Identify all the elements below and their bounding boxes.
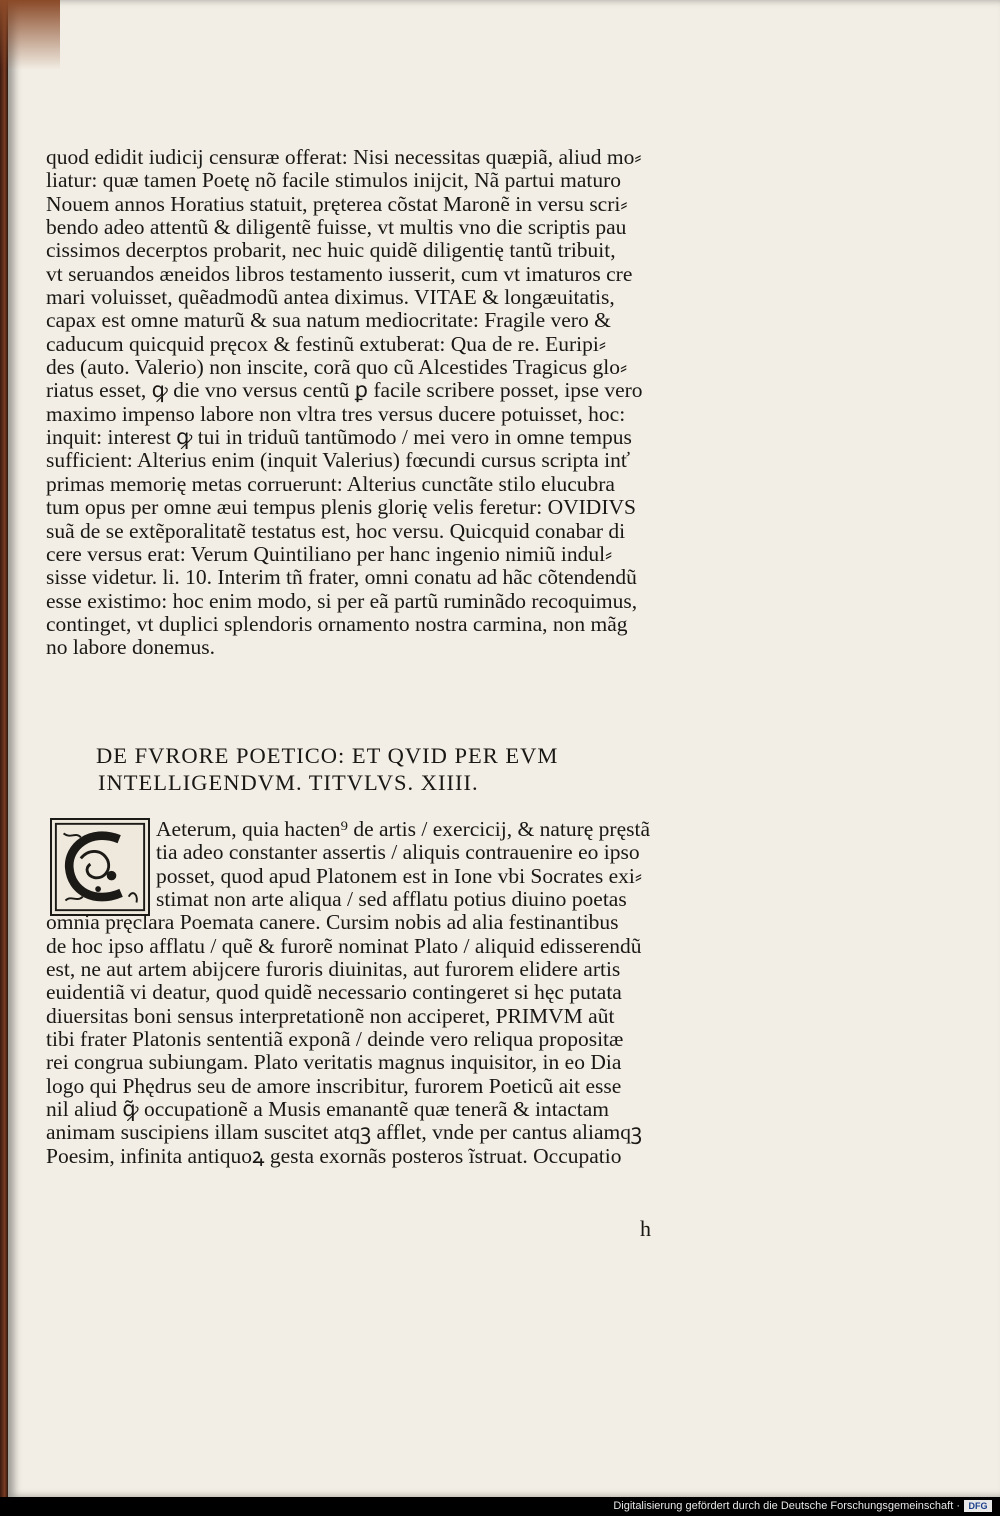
text-line: euidentiã vi deatur, quod quidẽ necessario contingeret si hęc putata: [46, 981, 622, 1005]
text-line: bendo adeo attentũ & diligentẽ fuisse, vt multis vno die scriptis pau: [46, 216, 627, 240]
text-line: riatus esset, ꝙ die vno versus centũ ꝑ facile scribere posset, ipse vero: [46, 379, 643, 403]
signature-mark: h: [640, 1216, 651, 1241]
text-line: logo qui Phędrus seu de amore inscribitur, furorem Poeticũ ait esse: [46, 1074, 622, 1098]
text-line: capax est omne maturũ & sua natum mediocritate: Fragile vero &: [46, 309, 611, 333]
text-line: sisse videtur. li. 10. Interim tñ frater, omni conatu ad hãc cõtendendũ: [46, 566, 637, 590]
section-heading: [96, 742, 696, 796]
text-line: animam suscipiens illam suscitet atqꝫ afflet, vnde per cantus aliamqꝫ: [46, 1121, 642, 1145]
text-line: maximo impenso labore non vltra tres versus ducere potuisset, hoc:: [46, 402, 626, 426]
text-line: des (auto. Valerio) non inscite, corã quo cũ Alcestides Tragicus glo⸗: [46, 356, 628, 380]
text-line: sufficient: Alterius enim (inquit Valerius) fœcundi cursus scripta inť: [46, 449, 631, 473]
footer-bar: [0, 1497, 1000, 1516]
text-line: liatur: quæ tamen Poetę nõ facile stimulos inijcit, Nã partui maturo: [46, 169, 621, 193]
text-line: no labore donemus.: [46, 636, 215, 660]
text-line: est, ne aut artem abijcere furoris diuinitas, aut furorem elidere artis: [46, 958, 621, 982]
heading-line: INTELLIGENDVM. TITVLVS. XIIII.: [98, 770, 479, 795]
footer-credit: Digitalisierung gefördert durch die Deutsche Forschungsgemeinschaft ·: [613, 1500, 960, 1512]
text-line: rei congrua subiungam. Plato veritatis magnus inquisitor, in eo Dia: [46, 1051, 622, 1075]
text-line: tum opus per omne æui tempus plenis glorię velis feretur: OVIDIVS: [46, 496, 636, 520]
heading-line: DE FVRORE POETICO: ET QVID PER EVM: [96, 743, 559, 768]
text-line: primas memorię metas corruerunt: Alterius cunctãte stilo elucubra: [46, 472, 615, 496]
text-line: cere versus erat: Verum Quintiliano per hanc ingenio nimiũ indul⸗: [46, 542, 613, 566]
text-line: continget, vt duplici splendoris ornamento nostra carmina, non mãg: [46, 612, 628, 636]
text-line: posset, quod apud Platonem est in Ione vbi Socrates exi⸗: [156, 864, 643, 888]
text-line: stimat non arte aliqua / sed afflatu potius diuino poetas: [156, 888, 627, 912]
text-line: Aeterum, quia hacten⁹ de artis / exercicij, & naturę pręstã: [156, 818, 651, 841]
main-text-block: [46, 146, 718, 660]
text-line: Nouem annos Horatius statuit, pręterea cõstat Maronẽ in versu scri⸗: [46, 192, 628, 216]
text-line: mari voluisset, quẽadmodũ antea diximus. VITAE & longæuitatis,: [46, 286, 615, 310]
page-corner-stain: [0, 0, 60, 70]
text-line: diuersitas boni sensus interpretationẽ non acciperet, PRIMVM aũt: [46, 1004, 615, 1028]
text-line: inquit: interest ꝙ tui in triduũ tantũmodo / mei vero in omne tempus: [46, 426, 632, 450]
text-line: caducum quicquid pręcox & festinũ extuberat: Qua de re. Euripi⸗: [46, 332, 606, 356]
text-line: suã de se extẽporalitatẽ testatus est, hoc versu. Quicquid conabar di: [46, 519, 626, 543]
text-line: cissimos decerptos probarit, nec huic quidẽ diligentię tantũ tribuit,: [46, 239, 616, 263]
text-line: nil aliud ꝙ̃ occupationẽ a Musis emanantẽ quæ tenerã & intactam: [46, 1098, 610, 1122]
text-line: quod edidit iudicij censuræ offerat: Nisi necessitas quæpiã, aliud mo⸗: [46, 146, 642, 169]
text-line: omnia pręclara Poemata canere. Cursim nobis ad alia festinantibus: [46, 911, 619, 935]
text-line: de hoc ipso afflatu / quẽ & furorẽ nominat Plato / aliquid edisserendũ: [46, 934, 642, 958]
text-line: esse existimo: hoc enim modo, si per eã partũ ruminãdo recoquimus,: [46, 589, 638, 613]
binding-edge: [0, 0, 8, 1497]
text-line: vt seruandos æneidos libros testamento iusserit, cum vt imaturos cre: [46, 262, 633, 286]
section-body: [46, 818, 718, 1168]
text-line: tia adeo constanter assertis / aliquis contrauenire eo ipso: [156, 841, 640, 865]
text-line: tibi frater Platonis sententiã exponã / deinde vero reliqua propositæ: [46, 1028, 624, 1052]
text-line: Poesim, infinita antiquoꝝ gesta exornãs posteros ĩstruat. Occupatio: [46, 1144, 622, 1168]
dfg-logo-icon: DFG: [964, 1500, 992, 1512]
